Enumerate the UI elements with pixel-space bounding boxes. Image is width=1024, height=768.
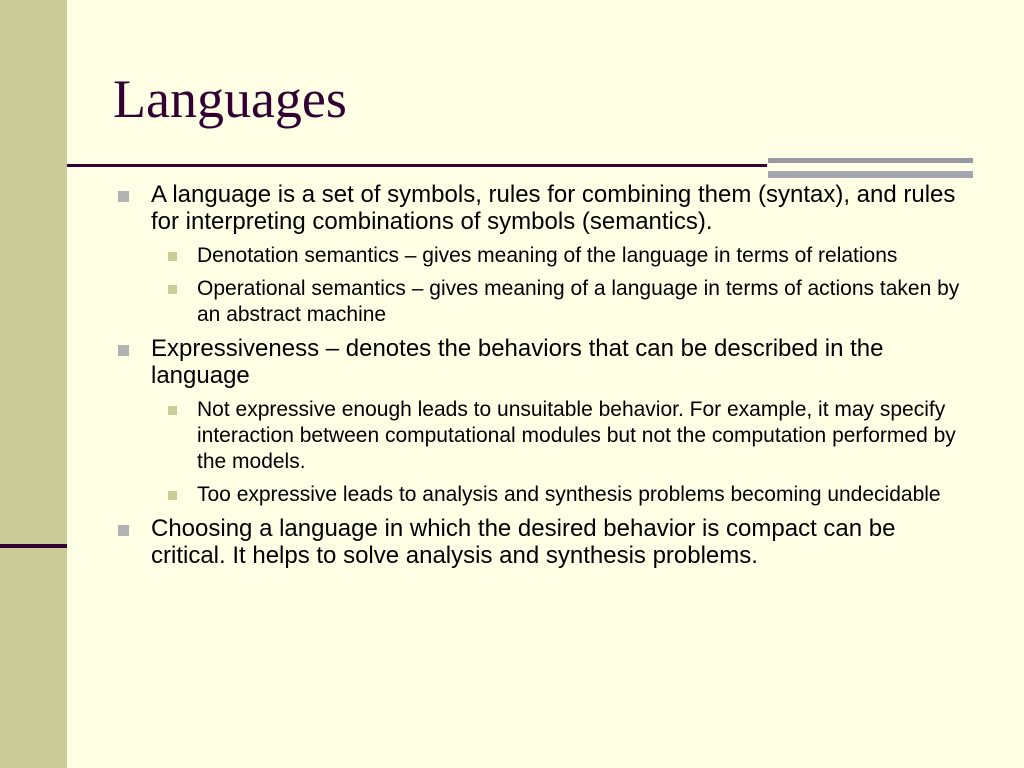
bullet-3-text: Choosing a language in which the desired behavior is compact can be critical. It helps to solve analysis and synthesis problems. (151, 515, 896, 569)
title-rule (67, 164, 767, 167)
bullet-1-sub-2-text: Operational semantics – gives meaning of a language in terms of actions taken by an abstract machine (197, 277, 960, 326)
square-bullet-icon (168, 252, 177, 261)
square-bullet-icon (168, 406, 177, 415)
bullet-3 (113, 515, 973, 569)
side-rule (0, 544, 67, 548)
bullet-1-text: A language is a set of symbols, rules for combining them (syntax), and rules for interpreting combinations of symbols (semantics). (151, 181, 956, 235)
square-bullet-icon (118, 525, 129, 536)
side-bar (0, 0, 67, 768)
square-bullet-icon (168, 491, 177, 500)
slide-title: Languages (113, 69, 347, 129)
bullet-2 (113, 335, 973, 389)
bullet-2-sub-1-text: Not expressive enough leads to unsuitable behavior. For example, it may specify interaction between computational modules but not the computation performed by the models. (197, 398, 956, 473)
bullet-1-sub-2 (113, 276, 973, 328)
bullet-1-sub-1 (113, 243, 973, 269)
bullet-2-sub-1 (113, 397, 973, 475)
bullet-1-sub-1-text: Denotation semantics – gives meaning of the language in terms of relations (197, 244, 898, 267)
slide-body (113, 181, 973, 577)
accent-bar-bottom (768, 171, 973, 178)
square-bullet-icon (118, 345, 129, 356)
bullet-2-text: Expressiveness – denotes the behaviors that can be described in the language (151, 335, 884, 389)
accent-bar-top (768, 158, 973, 163)
square-bullet-icon (118, 191, 129, 202)
bullet-1 (113, 181, 973, 235)
bullet-2-sub-2-text: Too expressive leads to analysis and synthesis problems becoming undecidable (197, 483, 941, 506)
square-bullet-icon (168, 285, 177, 294)
bullet-2-sub-2 (113, 482, 973, 508)
